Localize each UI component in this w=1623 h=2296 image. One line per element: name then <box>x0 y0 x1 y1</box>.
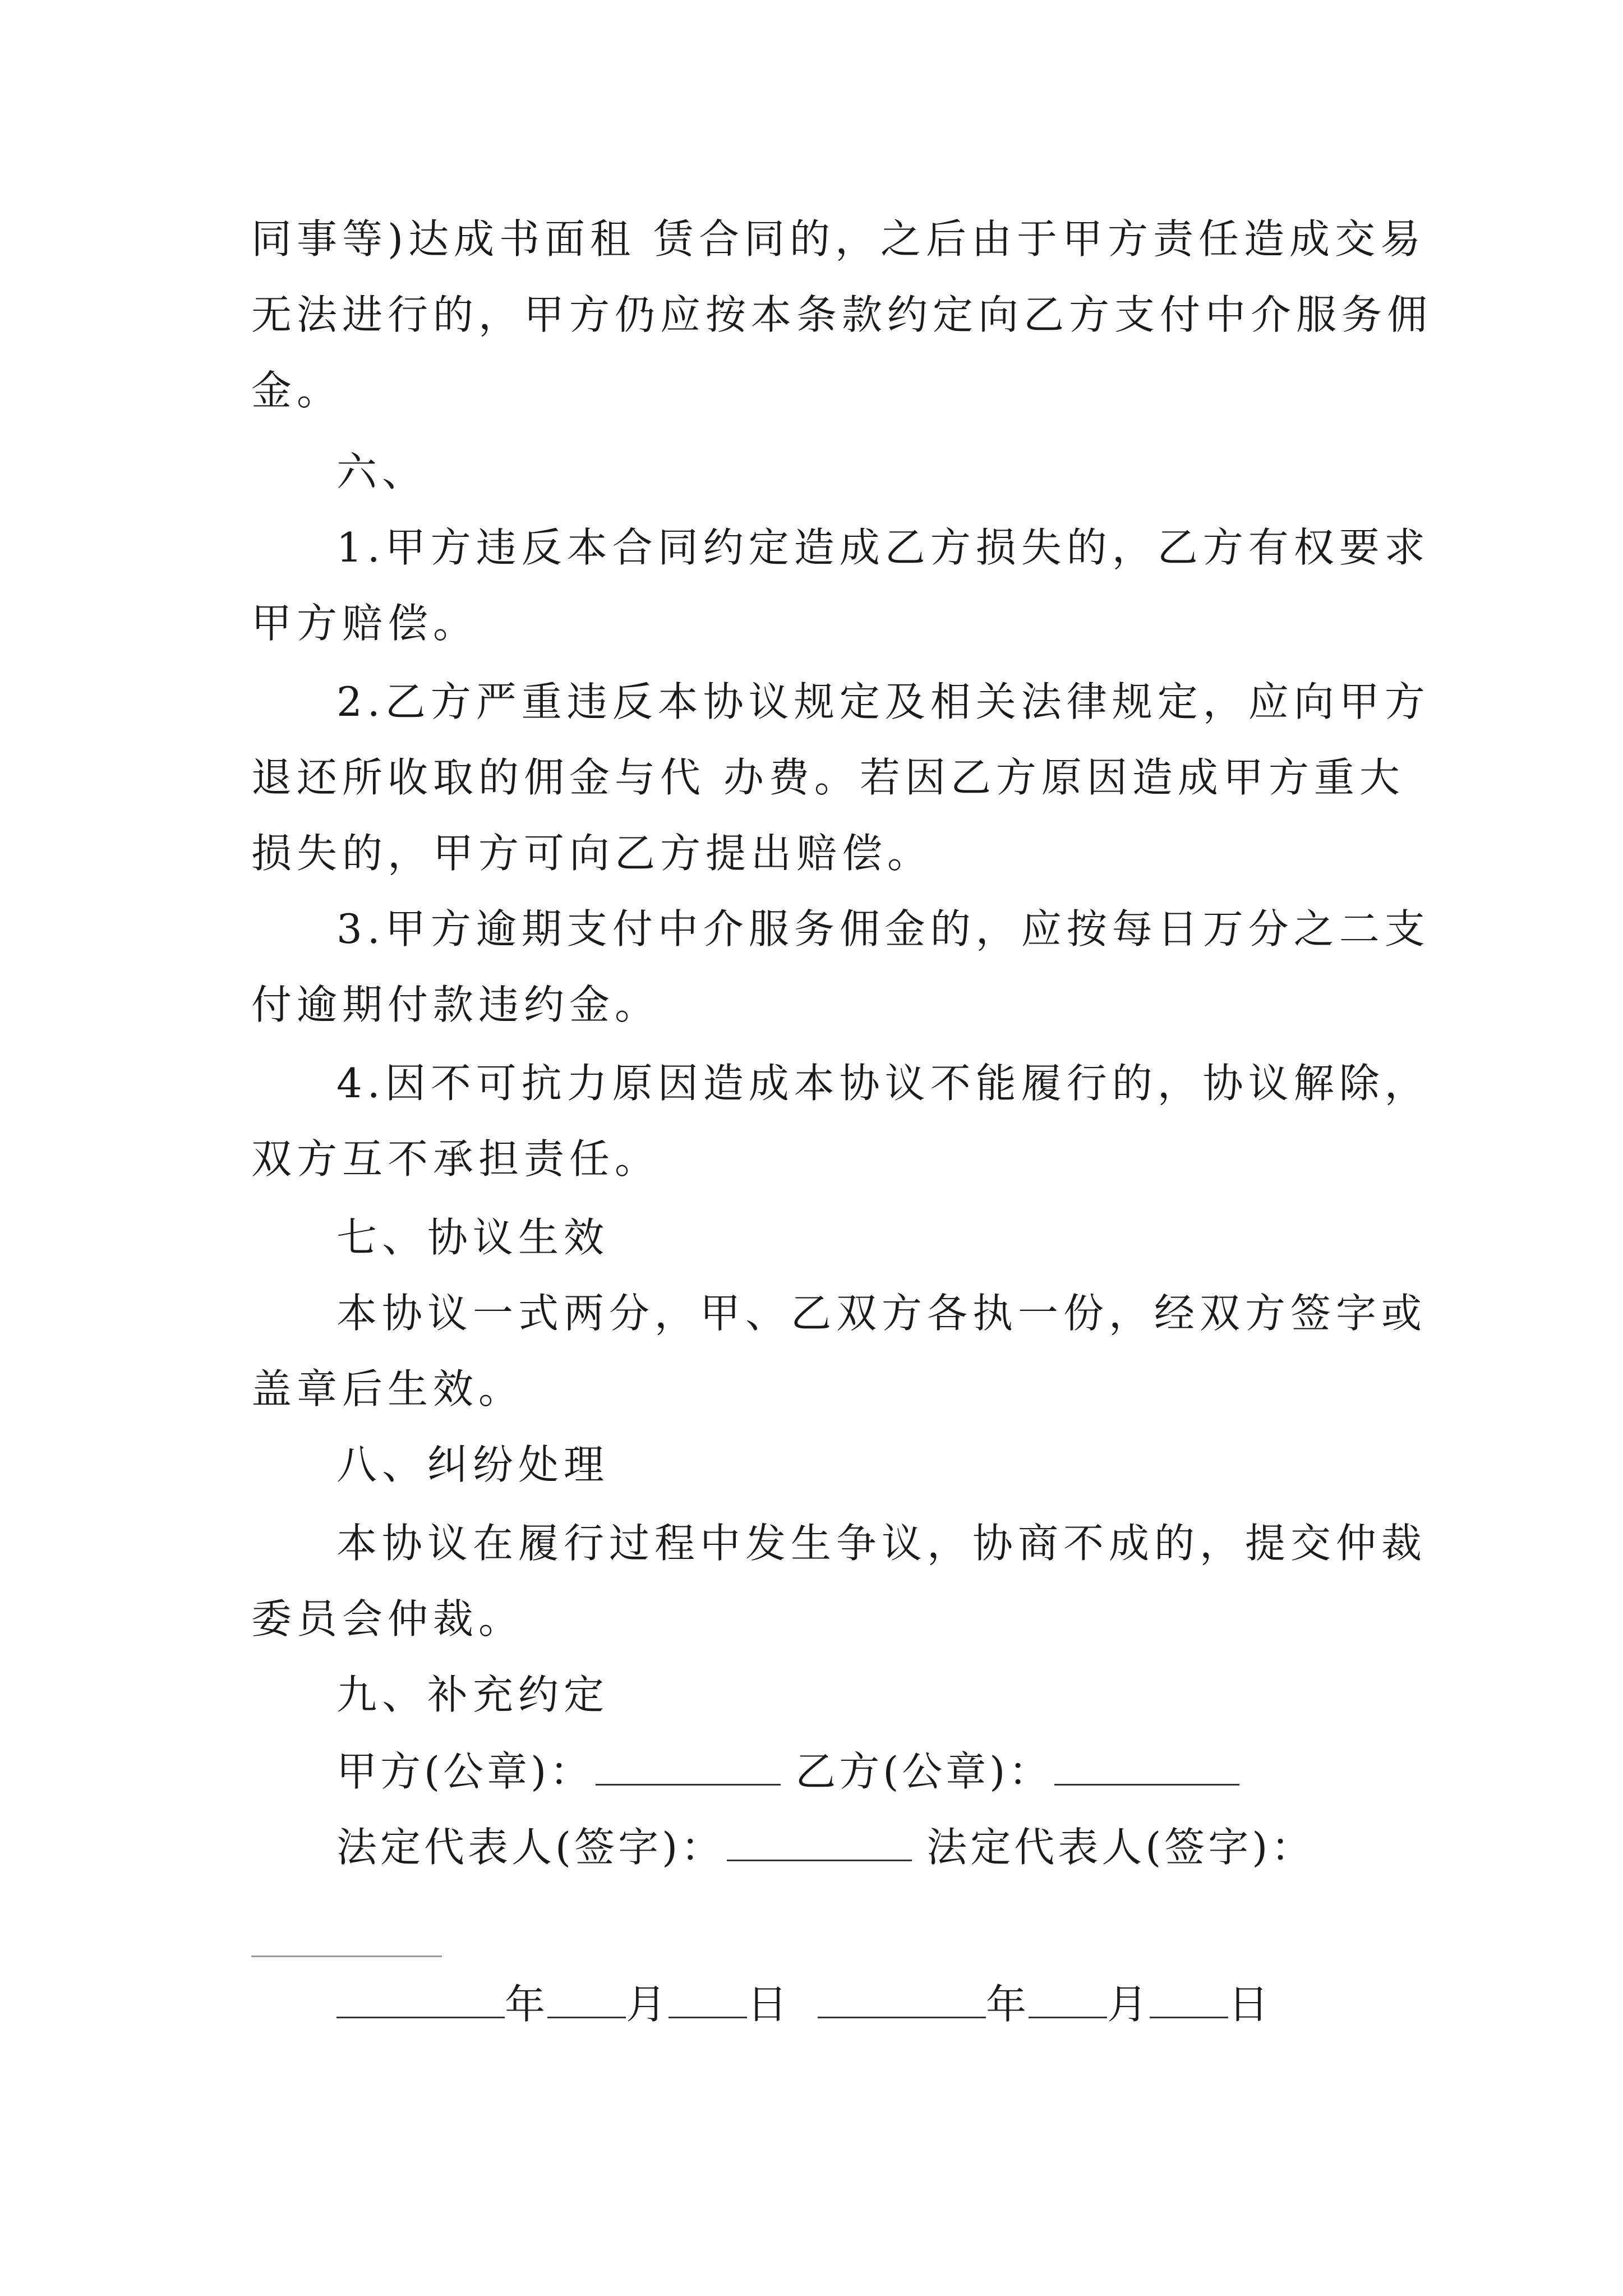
party-b-seal-blank <box>1054 1750 1239 1786</box>
section-heading: 七、协议生效 <box>336 1214 610 1261</box>
party-a-seal-blank <box>596 1750 781 1786</box>
day-b-blank <box>1150 1983 1228 2018</box>
month-b-blank <box>1029 1983 1107 2018</box>
date-row <box>336 1981 1271 2028</box>
rep-a-label: 法定代表人(签字)： <box>336 1824 725 1871</box>
clause-line: 4.因不可抗力原因造成本协议不能履行的，协议解除， <box>336 1060 1430 1107</box>
section-heading: 九、补充约定 <box>336 1671 610 1718</box>
section-heading: 八、纠纷处理 <box>336 1441 610 1488</box>
paragraph-line: 无法进行的，甲方仍应按本条款约定向乙方支付中介服务佣 <box>251 291 1433 338</box>
clause-line: 损失的，甲方可向乙方提出赔偿。 <box>251 830 933 877</box>
year-a-label: 年 <box>505 1981 548 2028</box>
clause-line: 甲方赔偿。 <box>251 600 479 647</box>
day-a-blank <box>668 1983 747 2018</box>
section-heading: 六、 <box>336 448 428 495</box>
month-a-blank <box>547 1983 626 2018</box>
year-b-label: 年 <box>986 1981 1029 2028</box>
seal-row <box>336 1748 1239 1795</box>
clause-line: 退还所收取的佣金与代 办费。若因乙方原因造成甲方重大 <box>251 754 1405 801</box>
paragraph-line: 委员会仲裁。 <box>251 1595 524 1642</box>
clause-line: 1.甲方违反本合同约定造成乙方损失的，乙方有权要求 <box>336 524 1430 571</box>
paragraph-line: 本协议在履行过程中发生争议，协商不成的，提交仲裁 <box>336 1520 1427 1567</box>
paragraph-line: 本协议一式两分，甲、乙双方各执一份，经双方签字或 <box>336 1290 1427 1337</box>
month-a-label: 月 <box>626 1981 669 2028</box>
rep-a-blank <box>727 1826 912 1861</box>
clause-line: 3.甲方逾期支付中介服务佣金的，应按每日万分之二支 <box>336 905 1430 953</box>
paragraph-line: 盖章后生效。 <box>251 1365 524 1412</box>
year-b-blank <box>818 1983 986 2018</box>
clause-line: 双方互不承担责任。 <box>251 1135 661 1182</box>
party-a-seal-label: 甲方(公章)： <box>336 1748 594 1795</box>
month-b-label: 月 <box>1107 1981 1150 2028</box>
year-a-blank <box>336 1983 505 2018</box>
clause-line: 付逾期付款违约金。 <box>251 981 661 1028</box>
clause-line: 2.乙方严重违反本协议规定及相关法律规定，应向甲方 <box>336 678 1430 725</box>
day-a-label: 日 <box>747 1981 790 2028</box>
rep-b-label: 法定代表人(签字)： <box>926 1824 1315 1871</box>
paragraph-line: 金。 <box>251 367 343 414</box>
day-b-label: 日 <box>1228 1981 1271 2028</box>
paragraph-line: 同事等)达成书面租 赁合同的，之后由于甲方责任造成交易 <box>251 215 1426 263</box>
party-b-seal-label: 乙方(公章)： <box>795 1748 1053 1795</box>
representative-row <box>336 1824 1315 1871</box>
signature-continuation-line <box>251 1955 442 1957</box>
